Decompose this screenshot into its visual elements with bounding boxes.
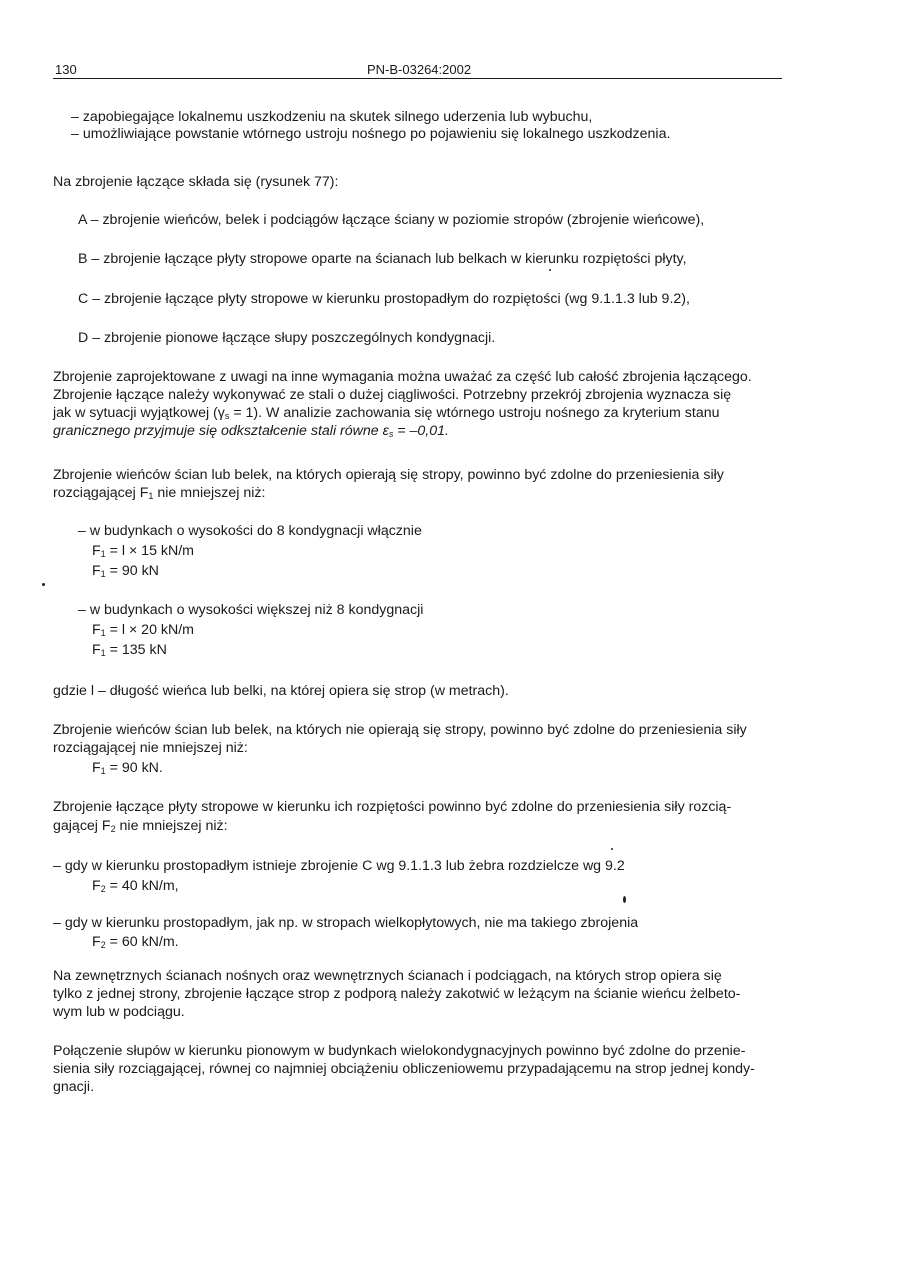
paragraph-line: Zbrojenie łączące należy wykonywać ze stali o dużej ciągliwości. Potrzebny przekrój zbrojenia wyznacza się — [53, 387, 732, 403]
formula: $F_1 = 90$ kN. — [92, 760, 163, 776]
scan-speck — [611, 848, 613, 850]
paragraph-line: Zbrojenie wieńców ścian lub belek, na których opierają się stropy, powinno być zdolne do przeniesienia siły — [53, 467, 724, 483]
scan-speck — [549, 269, 551, 271]
paragraph-line: Na zewnętrznych ścianach nośnych oraz wewnętrznych ścianach i podciągach, na których strop opiera się — [53, 968, 722, 984]
paragraph-line: Zbrojenie zaprojektowane z uwagi na inne wymagania można uważać za część lub całość zbrojenia łączącego. — [53, 369, 752, 385]
formula: $F_1 = 90$ kN — [92, 563, 159, 579]
page-header — [53, 60, 782, 79]
formula: $F_1 = l \times 15$ kN/m — [92, 543, 194, 559]
page-number: 130 — [55, 62, 77, 77]
paragraph-line: gnacji. — [53, 1079, 95, 1095]
paragraph-line: tylko z jednej strony, zbrojenie łączące strop z podporą należy zakotwić w leżącym na ścianie wieńcu żelbeto- — [53, 986, 741, 1002]
bullet-line: – umożliwiające powstanie wtórnego ustroju nośnego po pojawieniu się lokalnego uszkodzenia. — [71, 126, 671, 142]
paragraph-line: Zbrojenie łączące płyty stropowe w kierunku ich rozpiętości powinno być zdolne do przeniesienia siły rozcią- — [53, 799, 732, 815]
case-title: – w budynkach o wysokości większej niż 8 kondygnacji — [78, 602, 424, 618]
paragraph-line: sienia siły rozciągającej, równej co najmniej obciążeniu obliczeniowemu przypadającemu na strop jednej kondy- — [53, 1061, 755, 1077]
paragraph-line: rozciągającej nie mniejszej niż: — [53, 740, 248, 756]
scan-speck — [623, 896, 626, 903]
paragraph-line: Połączenie słupów w kierunku pionowym w budynkach wielokondygnacyjnych powinno być zdolne do przenie- — [53, 1043, 746, 1059]
formula: $F_1 = 135$ kN — [92, 642, 167, 658]
paragraph-line: granicznego przyjmuje się odkształcenie stali równe $\varepsilon_s = -0,01$. — [53, 423, 449, 439]
case-title: – gdy w kierunku prostopadłym, jak np. w stropach wielkopłytowych, nie ma takiego zbrojenia — [53, 915, 639, 931]
formula: $F_2 = 60$ kN/m. — [92, 934, 179, 950]
formula: $F_1 = l \times 20$ kN/m — [92, 622, 194, 638]
bullet-line: – zapobiegające lokalnemu uszkodzeniu na skutek silnego uderzenia lub wybuchu, — [71, 109, 593, 125]
paragraph-line: jak w sytuacji wyjątkowej $(\gamma_s = 1)$. W analizie zachowania się wtórnego ustroju nośnego za kryterium stanu — [53, 405, 720, 421]
scan-speck — [42, 583, 45, 586]
paragraph-line: gającej $F_2$ nie mniejszej niż: — [53, 818, 228, 834]
intro-text: Na zbrojenie łączące składa się (rysunek 77): — [53, 174, 339, 190]
paragraph-line: rozciągającej $F_1$ nie mniejszej niż: — [53, 485, 266, 501]
list-item: A – zbrojenie wieńców, belek i podciągów łączące ściany w poziomie stropów (zbrojenie wieńcowe), — [78, 212, 705, 228]
case-title: – w budynkach o wysokości do 8 kondygnacji włącznie — [78, 523, 422, 539]
standard-number: PN-B-03264:2002 — [367, 62, 472, 77]
list-item: D – zbrojenie pionowe łączące słupy poszczególnych kondygnacji. — [78, 330, 496, 346]
list-item: B – zbrojenie łączące płyty stropowe oparte na ścianach lub belkach w kierunku rozpiętości płyty, — [78, 251, 687, 267]
definition-text: gdzie l – długość wieńca lub belki, na której opiera się strop (w metrach). — [53, 683, 509, 699]
list-item: C – zbrojenie łączące płyty stropowe w kierunku prostopadłym do rozpiętości (wg 9.1.1.3 lub 9.2), — [78, 291, 690, 307]
case-title: – gdy w kierunku prostopadłym istnieje zbrojenie C wg 9.1.1.3 lub żebra rozdzielcze wg 9.2 — [53, 858, 625, 874]
paragraph-line: Zbrojenie wieńców ścian lub belek, na których nie opierają się stropy, powinno być zdolne do przeniesienia siły — [53, 722, 747, 738]
paragraph-line: wym lub w podciągu. — [53, 1004, 185, 1020]
formula: $F_2 = 40$ kN/m, — [92, 878, 179, 894]
